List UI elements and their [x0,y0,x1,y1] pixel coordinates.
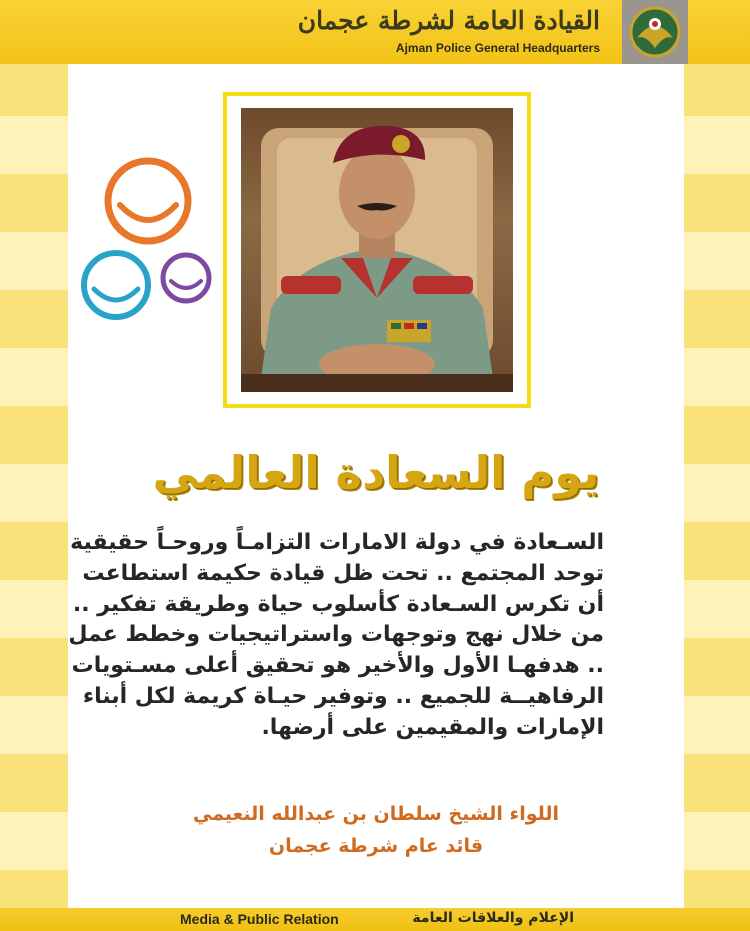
hq-name-arabic: القيادة العامة لشرطة عجمان [297,6,600,35]
police-emblem-icon [622,0,688,64]
footer-arabic: الإعلام والعلاقات العامة [412,910,574,926]
message-line: أن تكرس السـعادة كأسلوب حياة وطريقة تفكير .. [72,591,604,617]
message-line: توحد المجتمع .. تحت ظل قيادة حكيمة استطاعت [82,560,604,586]
portrait-photo [241,108,513,392]
message-line: من خلال نهج وتوجهات واستراتيجيات وخطط عمل [68,622,604,648]
signature-name: اللواء الشيخ سلطان بن عبدالله النعيمي [192,803,560,825]
hq-name-english: Ajman Police General Headquarters [395,41,600,55]
page-title: يوم السعادة العالمي [152,446,600,499]
footer-bar [0,908,750,931]
message-body [68,528,604,744]
message-line: الرفاهيــة للجميع .. وتوفير حيـاة كريمة لكل أبناء [82,683,604,709]
signature-block [68,798,684,862]
message-line: السـعادة في دولة الامارات التزامـاً وروحـاً حقيقية [70,530,604,555]
footer-english: Media & Public Relation [180,911,339,927]
signature-position: قائد عام شرطة عجمان [268,835,484,857]
message-line: الإمارات والمقيمين على أرضها. [261,714,604,740]
portrait-frame [223,92,531,408]
message-line: .. هدفهـا الأول والأخير هو تحقيق أعلى مسـتويات [71,653,604,679]
happiness-smileys-logo [80,155,220,329]
